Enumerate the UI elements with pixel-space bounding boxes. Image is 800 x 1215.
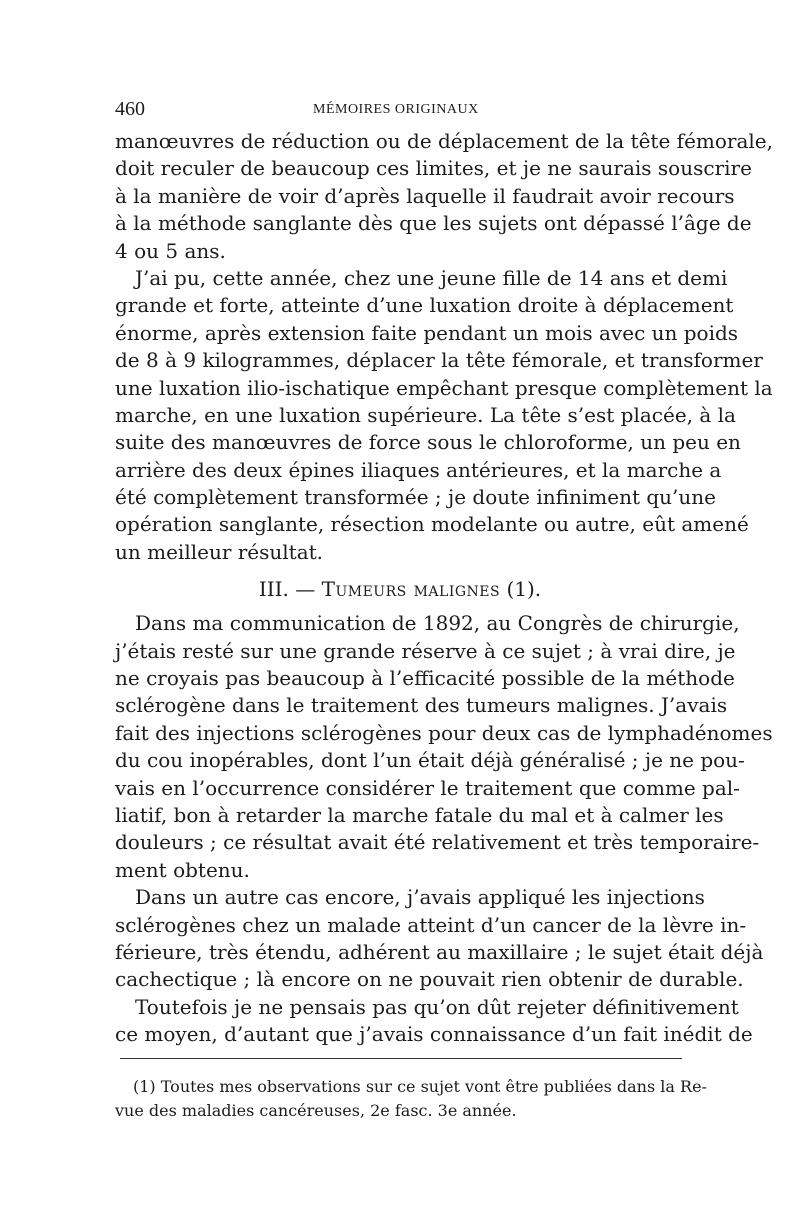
page-header bbox=[115, 98, 685, 128]
text-line: fait des injections sclérogènes pour deux cas de lymphadénomes bbox=[115, 720, 773, 745]
text-line: vais en l’occurrence considérer le traitement que comme pal- bbox=[115, 775, 740, 800]
section-heading: Tumeurs malignes bbox=[321, 577, 501, 602]
text-line: marche, en une luxation supérieure. La tête s’est placée, à la bbox=[115, 402, 736, 427]
paragraphs-after-section bbox=[115, 610, 773, 1048]
footnote-rule bbox=[120, 1058, 682, 1059]
text-line: douleurs ; ce résultat avait été relativement et très temporaire- bbox=[115, 830, 760, 855]
text-line: grande et forte, atteinte d’une luxation droite à déplacement bbox=[115, 293, 734, 318]
text-line: Dans un autre cas encore, j’avais appliqué les injections bbox=[135, 885, 705, 910]
text-line: ment obtenu. bbox=[115, 857, 250, 882]
text-line: un meilleur résultat. bbox=[115, 539, 324, 564]
running-title: MÉMOIRES ORIGINAUX bbox=[313, 102, 479, 117]
text-line: J’ai pu, cette année, chez une jeune fille de 14 ans et demi bbox=[135, 265, 728, 290]
text-line: doit reculer de beaucoup ces limites, et je ne saurais souscrire bbox=[115, 156, 752, 181]
section-footnote-ref: (1). bbox=[506, 577, 542, 602]
page-number: 460 bbox=[115, 98, 145, 120]
paragraph bbox=[115, 610, 773, 884]
paragraph bbox=[115, 884, 764, 994]
paragraphs-before-section bbox=[115, 128, 773, 566]
section-title bbox=[115, 572, 685, 606]
text-line: à la méthode sanglante dès que les sujets ont dépassé l’âge de bbox=[115, 211, 752, 236]
text-line: été complètement transformée ; je doute infiniment qu’une bbox=[115, 485, 716, 510]
text-line: énorme, après extension faite pendant un mois avec un poids bbox=[115, 320, 739, 345]
text-line: une luxation ilio-ischatique empêchant presque complètement la bbox=[115, 375, 773, 400]
text-line: ne croyais pas beaucoup à l’efficacité possible de la méthode bbox=[115, 666, 735, 691]
text-line: opération sanglante, résection modelante ou autre, eût amené bbox=[115, 512, 749, 537]
text-line: Dans ma communication de 1892, au Congrès de chirurgie, bbox=[135, 611, 740, 636]
footnote-line: vue des maladies cancéreuses, 2e fasc. 3e année. bbox=[115, 1101, 517, 1120]
section-number: III. — bbox=[258, 577, 316, 602]
paragraph bbox=[115, 128, 773, 265]
paragraph bbox=[115, 994, 753, 1049]
text-line: 4 ou 5 ans. bbox=[115, 238, 226, 263]
text-line: suite des manœuvres de force sous le chloroforme, un peu en bbox=[115, 430, 741, 455]
text-line: du cou inopérables, dont l’un était déjà généralisé ; je ne pou- bbox=[115, 748, 745, 773]
text-line: arrière des deux épines iliaques antérieures, et la marche a bbox=[115, 457, 722, 482]
text-line: ce moyen, d’autant que j’avais connaissance d’un fait inédit de bbox=[115, 1022, 753, 1047]
body-text bbox=[115, 128, 773, 1049]
text-line: Toutefois je ne pensais pas qu’on dût rejeter définitivement bbox=[135, 994, 739, 1019]
text-line: manœuvres de réduction ou de déplacement de la tête fémorale, bbox=[115, 129, 773, 153]
footnote-line: (1) Toutes mes observations sur ce sujet vont être publiées dans la Re- bbox=[133, 1077, 707, 1096]
text-line: cachectique ; là encore on ne pouvait rien obtenir de durable. bbox=[115, 967, 744, 992]
footnote bbox=[115, 1075, 707, 1123]
text-line: liatif, bon à retarder la marche fatale du mal et à calmer les bbox=[115, 802, 724, 827]
text-line: sclérogènes chez un malade atteint d’un cancer de la lèvre in- bbox=[115, 912, 747, 937]
text-line: sclérogène dans le traitement des tumeurs malignes. J’avais bbox=[115, 693, 728, 718]
text-line: de 8 à 9 kilogrammes, déplacer la tête fémorale, et transformer bbox=[115, 348, 763, 373]
text-line: à la manière de voir d’après laquelle il faudrait avoir recours bbox=[115, 183, 735, 208]
text-line: férieure, très étendu, adhérent au maxillaire ; le sujet était déjà bbox=[115, 939, 764, 964]
text-line: j’étais resté sur une grande réserve à ce sujet ; à vrai dire, je bbox=[115, 638, 736, 663]
paragraph bbox=[115, 265, 773, 566]
